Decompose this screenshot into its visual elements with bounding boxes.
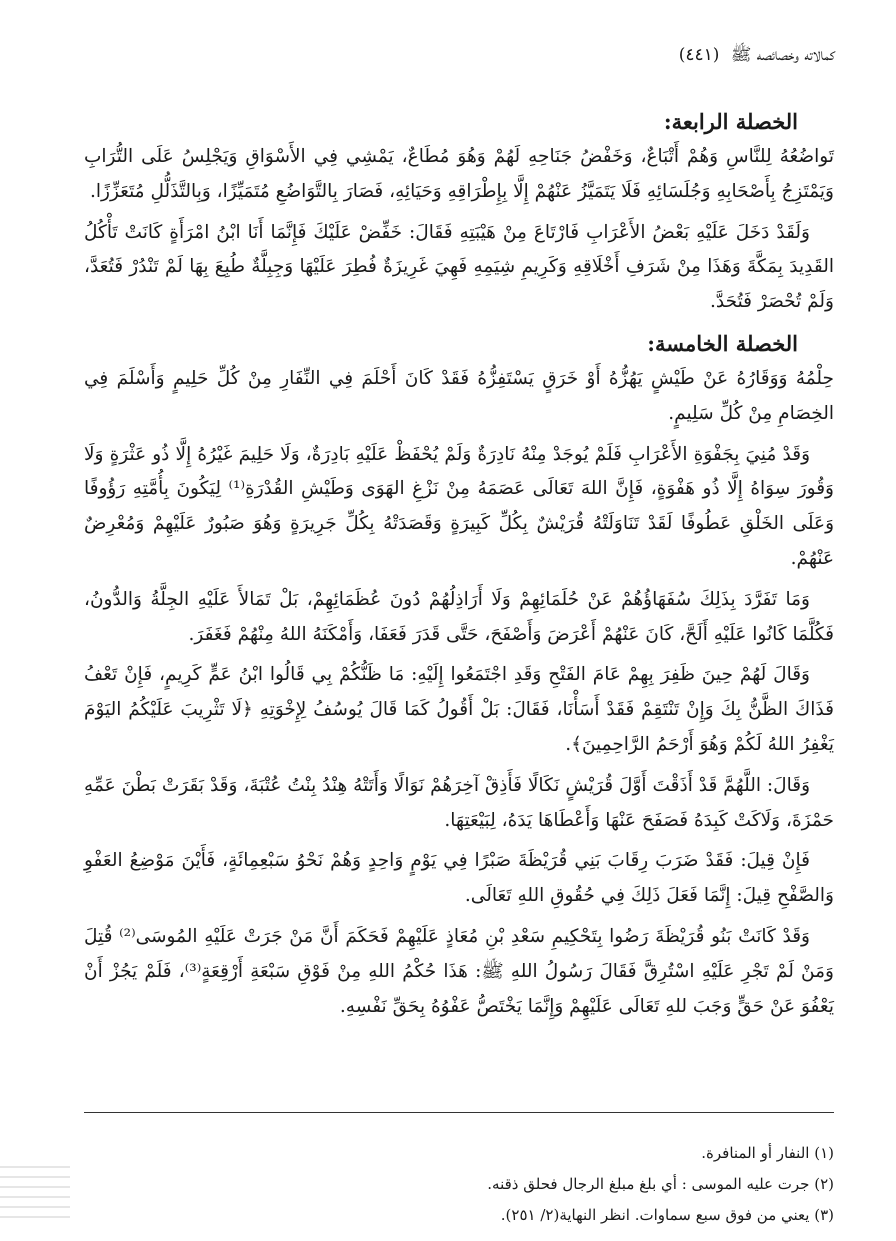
paragraph: وَقَدْ مُنِيَ بِجَفْوَةِ الأَعْرَابِ فَلَمْ يُوجَدْ مِنْهُ نَادِرَةٌ وَلَمْ يُحْفَظْ عَلَيْهِ بَادِرَةٌ، وَلَا حَلِيمَ غَيْرُهُ إِلَّا ذُو عَثْرَةٍ وَلَا وَقُورَ سِوَاهُ إِلَّا ذُو هَفْوَةٍ، فَإِنَّ اللهَ تَعَالَى عَصَمَهُ مِنْ نَزْغِ الهَوَى وَطَيْشِ القُدْرَةِ⁽¹⁾ لِيَكُونَ بِأُمَّتِهِ رَؤُوفًا وَعَلَى الخَلْقِ عَطُوفًا لَقَدْ تَنَاوَلَتْهُ قُرَيْشٌ بِكُلِّ كَبِيرَةٍ وَقَصَدَتْهُ بِكُلِّ جَرِيرَةٍ وَهُوَ صَبُورٌ عَلَيْهِمْ وَمُعْرِضٌ عَنْهُمْ. <box>84 443 834 569</box>
page-number: (٤٤١) <box>678 45 720 65</box>
paragraph: وَلَقَدْ دَخَلَ عَلَيْهِ بَعْضُ الأَعْرَابِ فَارْتَاعَ مِنْ هَيْبَتِهِ فَقَالَ: خَفِّضْ عَلَيْكَ فَإِنَّمَا أَنَا ابْنُ امْرَأَةٍ كَانَتْ تَأْكُلُ القَدِيدَ بِمَكَّةَ وَهَذَا مِنْ شَرَفِ أَخْلَاقِهِ وَكَرِيمِ شِيَمِهِ فَهِيَ غَرِيزَةٌ فُطِرَ عَلَيْهَا وَجِبِلَّةٌ طُبِعَ بِهَا لَمْ تَنْدُرْ فَتُعَدَّ، وَلَمْ تُحْصَرْ فَتُحَدَّ. <box>84 221 834 313</box>
footnote-2: (٢) جرت عليه الموسى : أي بلغ مبلغ الرجال فحلق ذقنه. <box>487 1175 834 1193</box>
section-heading-fourth: الخصلة الرابعة: <box>663 109 798 134</box>
paragraph: تَواضُعُهُ لِلنَّاسِ وَهُمْ أَتْبَاعٌ، وَخَفْضُ جَنَاحِهِ لَهُمْ وَهُوَ مُطَاعٌ، يَمْشِي فِي الأَسْوَاقِ وَيَجْلِسُ عَلَى التُّرَابِ وَيَمْتَزِجُ بِأَصْحَابِهِ وَجُلَسَائِهِ فَلَا يَتَمَيَّزُ عَنْهُمْ إِلَّا بِإِطْرَاقِهِ وَحَيَائِهِ، فَصَارَ بِالتَّوَاضُعِ مُتَمَيِّزًا، وَبِالتَّذَلُّلِ مُتَعَزِّزًا. <box>84 146 834 202</box>
footnotes <box>84 1140 834 1233</box>
footnote-1: (١) النفار أو المنافرة. <box>701 1144 834 1162</box>
paragraph: وَقَدْ كَانَتْ بَنُو قُرَيْظَةَ رَضُوا بِتَحْكِيمِ سَعْدِ بْنِ مُعَاذٍ عَلَيْهِمْ فَحَكَمَ أَنَّ مَنْ جَرَتْ عَلَيْهِ المُوسَى⁽²⁾ قُتِلَ وَمَنْ لَمْ تَجْرِ عَلَيْهِ اسْتُرِقَّ فَقَالَ رَسُولُ اللهِ ﷺ: هَذَا حُكْمُ اللهِ مِنْ فَوْقِ سَبْعَةِ أَرْقِعَةٍ⁽³⁾، فَلَمْ يَجُزْ أَنْ يَعْفُوَ عَنْ حَقٍّ وَجَبَ للهِ تَعَالَى عَلَيْهِمْ وَإِنَّمَا يَخْتَصُّ عَفْوُهُ بِحَقِّ نَفْسِهِ. <box>84 925 834 1017</box>
header-title: كمالاته وخصائصه ﷺ <box>730 45 835 65</box>
paragraph: فَإِنْ قِيلَ: فَقَدْ ضَرَبَ رِقَابَ بَنِي قُرَيْظَةَ صَبْرًا فِي يَوْمٍ وَاحِدٍ وَهُمْ نَحْوُ سَبْعِمِائَةٍ، فَأَيْنَ مَوْضِعُ العَفْوِ وَالصَّفْحِ قِيلَ: إِنَّمَا فَعَلَ ذَلِكَ فِي حُقُوقِ اللهِ تَعَالَى. <box>84 850 834 907</box>
paragraph: وَقَالَ لَهُمْ حِينَ ظَفِرَ بِهِمْ عَامَ الفَتْحِ وَقَدِ اجْتَمَعُوا إِلَيْهِ: مَا ظَنُّكُمْ بِي قَالُوا ابْنُ عَمٍّ كَرِيمٍ، فَإِنْ تَعْفُ فَذَاكَ الظَّنُّ بِكَ وَإِنْ تَنْتَقِمْ فَقَدْ أَسَأْنَا، فَقَالَ: بَلْ أَقُولُ كَمَا قَالَ يُوسُفُ لِإِخْوَتِهِ ﴿لَا تَثْرِيبَ عَلَيْكُمُ اليَوْمَ يَغْفِرُ اللهُ لَكُمْ وَهُوَ أَرْحَمُ الرَّاحِمِينَ﴾. <box>84 664 834 755</box>
bleed-through-marks <box>0 1158 70 1238</box>
main-text <box>84 104 834 1030</box>
running-header <box>80 44 835 66</box>
paragraph: وَقَالَ: اللَّهُمَّ قَدْ أَذَقْتَ أَوَّلَ قُرَيْشٍ نَكَالًا فَأَذِقْ آخِرَهُمْ نَوَالًا وَأَتَتْهُ هِنْدُ بِنْتُ عُتْبَةَ، وَقَدْ بَقَرَتْ بَطْنَ عَمِّهِ حَمْزَةَ، وَلَاكَتْ كَبِدَهُ فَصَفَحَ عَنْهَا وَأَعْطَاهَا يَدَهُ، لِبَيْعَتِهَا. <box>84 774 834 831</box>
section-heading-fifth: الخصلة الخامسة: <box>647 330 798 356</box>
paragraph: حِلْمُهُ وَوَقَارُهُ عَنْ طَيْشٍ يَهُزُّهُ أَوْ خَرَقٍ يَسْتَفِزُّهُ فَقَدْ كَانَ أَحْلَمَ فِي النِّفَارِ مِنْ كُلِّ حَلِيمٍ وَأَسْلَمَ فِي الخِصَامِ مِنْ كُلِّ سَلِيمٍ. <box>84 367 834 424</box>
footnote-3: (٣) يعني من فوق سبع سماوات. انظر النهاية(٢/ ٢٥١). <box>500 1206 834 1224</box>
paragraph: وَمَا تَفَرَّدَ بِذَلِكَ سُفَهَاؤُهُمْ عَنْ حُلَمَائِهِمْ وَلَا أَرَاذِلُهُمْ دُونَ عُظَمَائِهِمْ، بَلْ تَمَالأَ عَلَيْهِ الجِلَّةُ وَالدُّونُ، فَكُلَّمَا كَانُوا عَلَيْهِ أَلَحَّ، كَانَ عَنْهُمْ أَعْرَضَ وَأَصْفَحَ، حَتَّى قَدَرَ فَعَفَا، وَأَمْكَنَهُ اللهُ مِنْهُمْ فَغَفَرَ. <box>84 588 834 645</box>
footnote-divider <box>84 1112 834 1113</box>
